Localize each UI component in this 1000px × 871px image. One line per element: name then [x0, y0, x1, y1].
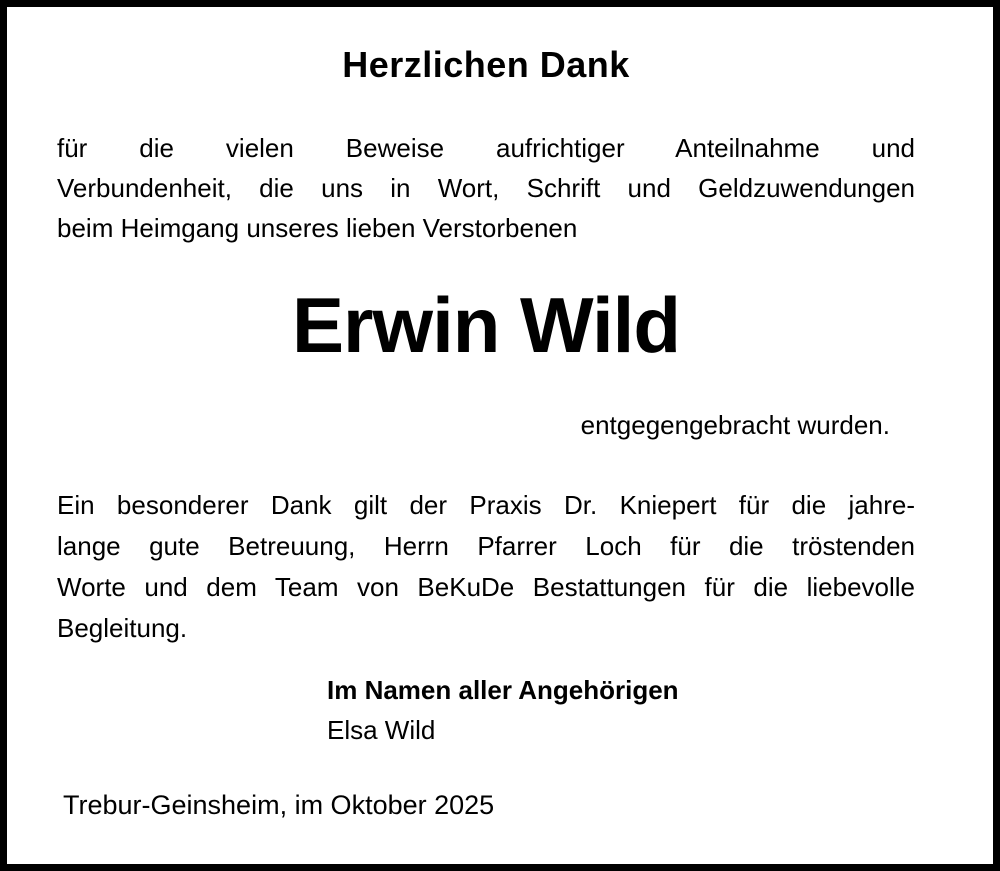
notice-title: Herzlichen Dank: [342, 44, 630, 85]
intro-paragraph: [57, 128, 915, 248]
thanks-line-3: Worte und dem Team von BeKuDe Bestattungen für die liebevolle: [57, 572, 915, 602]
signature-block: [327, 670, 679, 750]
thanks-line-2: lange gute Betreuung, Herrn Pfarrer Loch für die tröstenden: [57, 531, 915, 561]
thanks-paragraph: [57, 485, 915, 649]
closing-line: entgegengebracht wurden.: [580, 410, 890, 440]
thanks-line-1: Ein besonderer Dank gilt der Praxis Dr. Kniepert für die jahre-: [57, 490, 915, 520]
deceased-name: Erwin Wild: [292, 281, 680, 369]
thanks-line-4: Begleitung.: [57, 613, 188, 643]
place-date-line: Trebur-Geinsheim, im Oktober 2025: [63, 790, 495, 820]
intro-line-2: Verbundenheit, die uns in Wort, Schrift und Geldzuwendungen: [57, 173, 915, 203]
signature-heading: Im Namen aller Angehörigen: [327, 675, 679, 705]
intro-line-3: beim Heimgang unseres lieben Verstorbenen: [57, 213, 578, 243]
intro-line-1: für die vielen Beweise aufrichtiger Anteilnahme und: [57, 133, 915, 163]
signature-name: Elsa Wild: [327, 715, 436, 745]
